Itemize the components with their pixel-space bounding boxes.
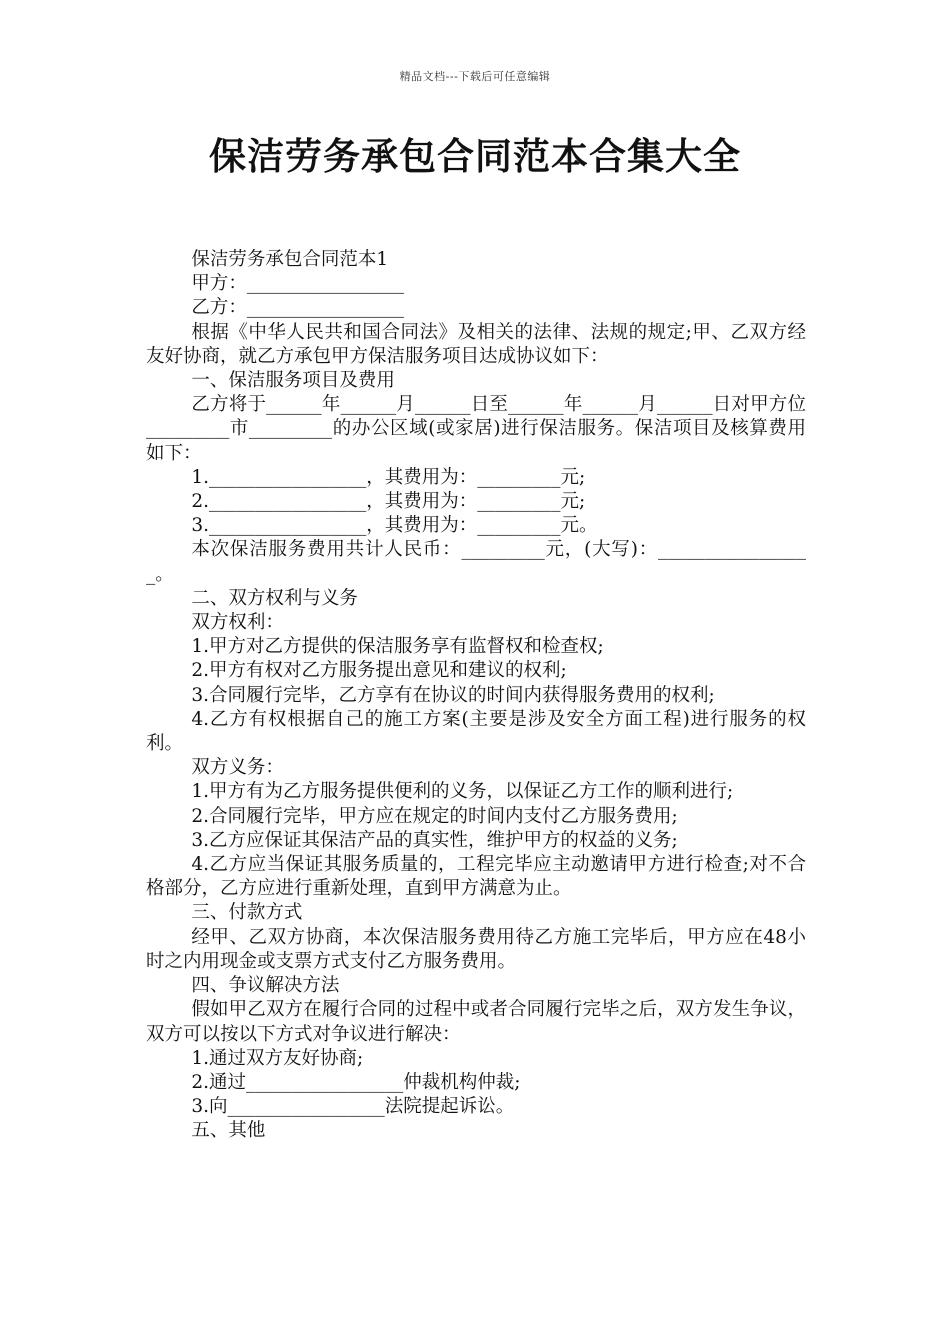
page-header-note: 精品文档---下载后可任意编辑 <box>399 70 551 83</box>
heading-section-5: 五、其他 <box>191 1120 266 1142</box>
paragraph-right-2: 2.甲方有权对乙方服务提出意见和建议的权利; <box>191 660 567 682</box>
paragraph-fee-item-2: 2._________________，其费用为：_________元; <box>191 491 586 513</box>
paragraph-party-a: 甲方：_________________ <box>191 273 405 295</box>
heading-section-3: 三、付款方式 <box>191 902 303 924</box>
document-body <box>146 248 806 1144</box>
paragraph-party-b: 乙方：_________________ <box>191 297 405 319</box>
paragraph-obligation-3: 3.乙方应保证其保洁产品的真实性，维护甲方的权益的义务; <box>191 829 678 851</box>
paragraph-fee-item-1: 1._________________，其费用为：_________元; <box>191 466 586 488</box>
heading-section-4: 四、争议解决方法 <box>191 975 340 997</box>
paragraph-right-4: 4.乙方有权根据自己的施工方案(主要是涉及安全方面工程)进行服务的权利。 <box>146 708 806 755</box>
paragraph-contract-subtitle: 保洁劳务承包合同范本1 <box>191 249 389 270</box>
heading-section-2: 二、双方权利与义务 <box>191 587 358 609</box>
paragraph-dispute-option-3: 3.向_________________法院提起诉讼。 <box>191 1096 515 1118</box>
paragraph-obligation-1: 1.甲方有为乙方服务提供便利的义务，以保证乙方工作的顺利进行; <box>191 781 734 803</box>
paragraph-fee-item-3: 3._________________，其费用为：_________元。 <box>191 515 598 537</box>
paragraph-service-period: 乙方将于______年______月______日至______年______月______日对甲方位_________市_________的办公区域(或家居)进行保洁服务。保洁项目及核算费用如下： <box>146 394 806 464</box>
paragraph-obligations-heading: 双方义务： <box>191 757 284 779</box>
paragraph-dispute-option-2: 2.通过_________________仲裁机构仲裁; <box>191 1071 521 1093</box>
paragraph-obligation-4: 4.乙方应当保证其服务质量的，工程完毕应主动邀请甲方进行检查;对不合格部分，乙方应进行重新处理，直到甲方满意为止。 <box>146 854 806 900</box>
heading-section-1: 一、保洁服务项目及费用 <box>191 370 395 392</box>
paragraph-right-1: 1.甲方对乙方提供的保洁服务享有监督权和检查权; <box>191 636 604 658</box>
paragraph-right-3: 3.合同履行完毕，乙方享有在协议的时间内获得服务费用的权利; <box>191 684 715 706</box>
paragraph-fee-total: 本次保洁服务费用共计人民币：_________元，(大写)：_________________。 <box>146 539 806 585</box>
document-title: 保洁劳务承包合同范本合集大全 <box>209 135 741 178</box>
paragraph-preamble: 根据《中华人民共和国合同法》及相关的法律、法规的规定;甲、乙双方经友好协商，就乙方承包甲方保洁服务项目达成协议如下： <box>146 321 806 367</box>
paragraph-rights-heading: 双方权利： <box>191 612 284 634</box>
paragraph-obligation-2: 2.合同履行完毕，甲方应在规定的时间内支付乙方服务费用; <box>191 805 678 827</box>
paragraph-payment-terms: 经甲、乙双方协商，本次保洁服务费用待乙方施工完毕后，甲方应在48小时之内用现金或支票方式支付乙方服务费用。 <box>146 926 806 972</box>
paragraph-dispute-option-1: 1.通过双方友好协商; <box>191 1047 364 1069</box>
paragraph-dispute-intro: 假如甲乙双方在履行合同的过程中或者合同履行完毕之后，双方发生争议，双方可以按以下方式对争议进行解决： <box>146 999 806 1045</box>
